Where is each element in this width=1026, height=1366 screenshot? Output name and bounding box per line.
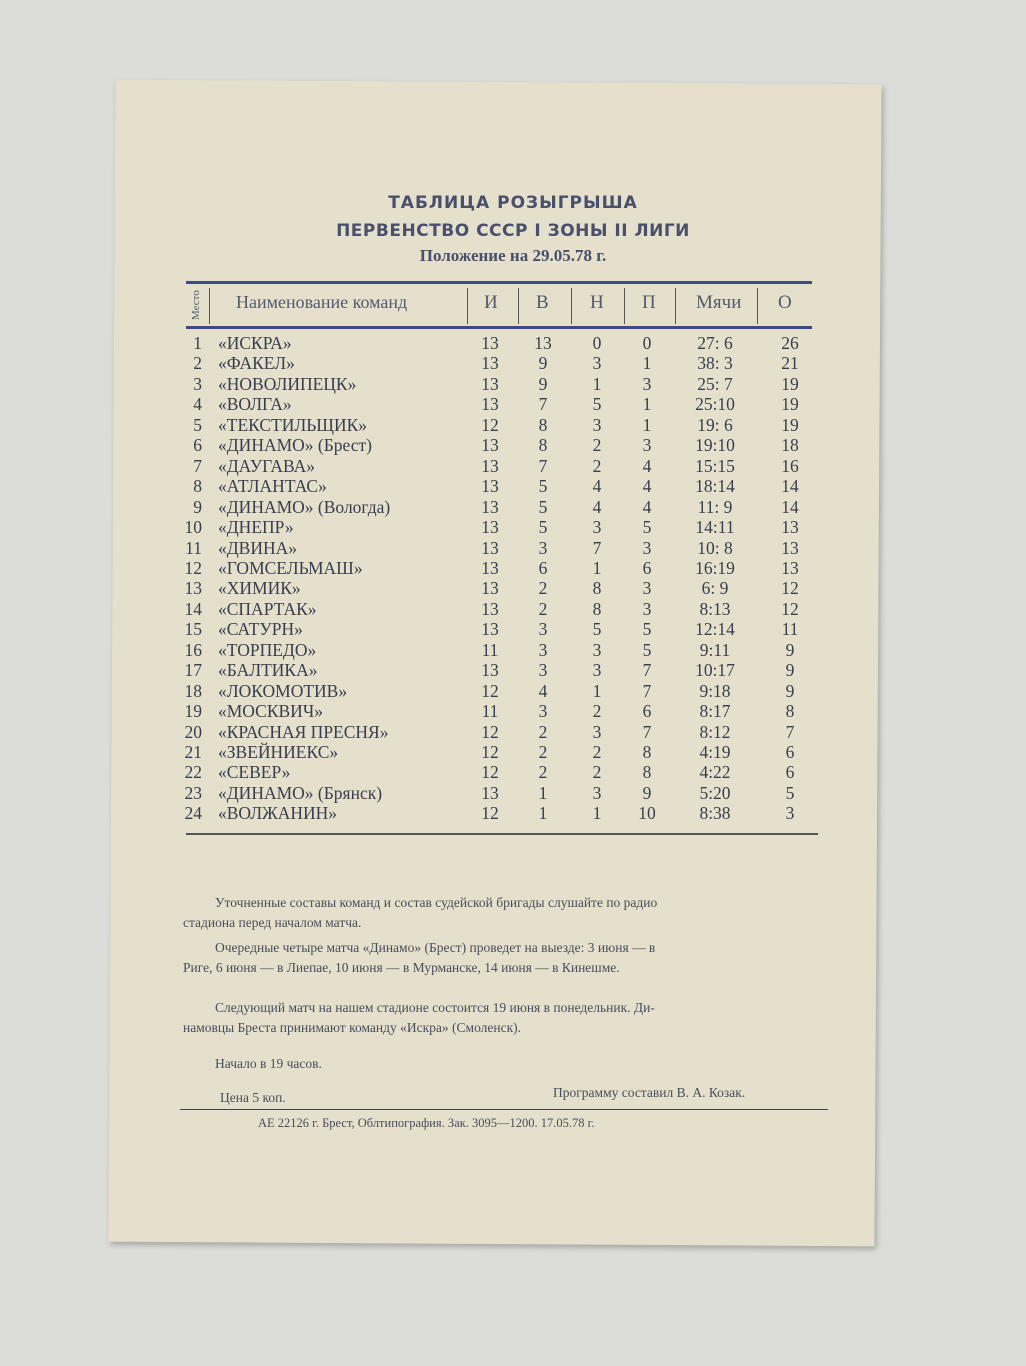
losses-cell: 3: [642, 598, 652, 619]
team-cell: «КРАСНАЯ ПРЕСНЯ»: [218, 721, 389, 742]
goals-cell: 25: 7: [697, 373, 733, 394]
place-cell: 4: [193, 394, 202, 415]
wins-cell: 2: [538, 598, 548, 619]
goals-cell: 8:12: [699, 721, 731, 742]
draws-cell: 3: [592, 639, 602, 660]
table-row: [0, 435, 1026, 455]
losses-cell: 3: [642, 578, 652, 599]
games-cell: 12: [481, 803, 499, 824]
table-row: [0, 497, 1026, 517]
team-cell: «ТОРПЕДО»: [218, 639, 317, 660]
place-cell: 5: [193, 414, 202, 435]
table-top-rule: [186, 281, 812, 284]
team-cell: «АТЛАНТАС»: [218, 476, 327, 497]
games-cell: 12: [481, 721, 499, 742]
losses-cell: 4: [642, 496, 652, 517]
column-divider: [518, 288, 519, 324]
goals-cell: 16:19: [695, 557, 735, 578]
author: Программу составил В. А. Козак.: [553, 1085, 746, 1100]
goals-cell: 9:11: [699, 639, 731, 660]
points-cell: 19: [781, 414, 799, 435]
goals-cell: 8:38: [699, 803, 731, 824]
losses-cell: 3: [642, 537, 652, 558]
losses-cell: 0: [642, 333, 652, 353]
table-row: [0, 517, 1026, 537]
table-row: [0, 599, 1026, 619]
points-cell: 12: [781, 578, 799, 599]
goals-cell: 4:22: [699, 762, 731, 783]
draws-cell: 5: [592, 394, 602, 415]
wins-cell: 6: [538, 557, 548, 578]
table-row: [0, 456, 1026, 476]
price: Цена 5 коп.: [220, 1090, 286, 1105]
header-games: И: [484, 292, 498, 313]
games-cell: 12: [481, 680, 499, 701]
draws-cell: 2: [592, 742, 602, 762]
table-row: [0, 558, 1026, 578]
team-cell: «ИСКРА»: [218, 333, 292, 353]
team-cell: «ДНЕПР»: [218, 517, 294, 538]
draws-cell: 8: [592, 578, 602, 599]
team-cell: «ВОЛГА»: [218, 394, 292, 415]
table-row: [0, 476, 1026, 496]
table-row: [0, 762, 1026, 782]
games-cell: 11: [481, 639, 499, 660]
wins-cell: 3: [538, 639, 548, 660]
place-cell: 1: [193, 333, 202, 353]
goals-cell: 15:15: [695, 455, 735, 476]
wins-cell: 13: [534, 333, 552, 353]
draws-cell: 1: [592, 803, 602, 824]
team-cell: «СПАРТАК»: [218, 598, 317, 619]
table-row: [0, 578, 1026, 598]
draws-cell: 1: [592, 373, 602, 394]
points-cell: 12: [781, 598, 799, 619]
points-cell: 9: [785, 660, 795, 681]
note-lineups: Уточненные составы команд и состав судейской бригады слушайте по радио: [215, 895, 658, 910]
games-cell: 12: [481, 742, 499, 762]
header-points: О: [778, 292, 792, 313]
footer-rule: [180, 1109, 828, 1110]
points-cell: 9: [785, 680, 795, 701]
games-cell: 12: [481, 414, 499, 435]
championship-title: ПЕРВЕНСТВО СССР I ЗОНЫ II ЛИГИ: [336, 221, 690, 241]
column-divider: [624, 288, 625, 324]
column-divider: [209, 288, 210, 324]
place-cell: 3: [193, 373, 202, 394]
points-cell: 13: [781, 517, 799, 538]
losses-cell: 5: [642, 517, 652, 538]
table-row: [0, 619, 1026, 639]
points-cell: 8: [785, 701, 795, 722]
place-cell: 13: [184, 578, 202, 599]
wins-cell: 5: [538, 476, 548, 497]
goals-cell: 19: 6: [697, 414, 733, 435]
goals-cell: 10: 8: [697, 537, 733, 558]
draws-cell: 2: [592, 435, 602, 456]
place-cell: 12: [184, 557, 202, 578]
team-cell: «ЗВЕЙНИЕКС»: [218, 742, 339, 762]
place-cell: 20: [184, 721, 202, 742]
team-cell: «ГОМСЕЛЬМАШ»: [218, 557, 363, 578]
games-cell: 12: [481, 762, 499, 783]
wins-cell: 2: [538, 578, 548, 599]
team-cell: «ТЕКСТИЛЬЩИК»: [218, 414, 367, 435]
team-cell: «ХИМИК»: [218, 578, 301, 599]
header-bottom-rule: [186, 326, 812, 329]
points-cell: 14: [781, 476, 799, 497]
team-cell: «САТУРН»: [218, 619, 303, 640]
losses-cell: 6: [642, 557, 652, 578]
losses-cell: 5: [642, 619, 652, 640]
wins-cell: 3: [538, 619, 548, 640]
place-cell: 14: [184, 598, 202, 619]
team-cell: «БАЛТИКА»: [218, 660, 318, 681]
games-cell: 13: [481, 619, 499, 640]
draws-cell: 3: [592, 721, 602, 742]
wins-cell: 8: [538, 435, 548, 456]
goals-cell: 18:14: [695, 476, 735, 497]
goals-cell: 8:17: [699, 701, 731, 722]
points-cell: 13: [781, 557, 799, 578]
losses-cell: 4: [642, 455, 652, 476]
losses-cell: 1: [642, 414, 652, 435]
place-cell: 8: [193, 476, 202, 497]
goals-cell: 11: 9: [697, 496, 733, 517]
place-cell: 10: [184, 517, 202, 538]
draws-cell: 3: [592, 414, 602, 435]
games-cell: 13: [481, 537, 499, 558]
goals-cell: 19:10: [695, 435, 735, 456]
table-row: [0, 701, 1026, 721]
note-next-match-cont: намовцы Бреста принимают команду «Искра» (Смоленск).: [183, 1020, 522, 1035]
place-cell: 15: [184, 619, 202, 640]
losses-cell: 7: [642, 721, 652, 742]
wins-cell: 9: [538, 373, 548, 394]
goals-cell: 6: 9: [701, 578, 729, 599]
wins-cell: 4: [538, 680, 548, 701]
losses-cell: 1: [642, 394, 652, 415]
table-row: [0, 783, 1026, 803]
table-title: ТАБЛИЦА РОЗЫГРЫША: [388, 193, 638, 213]
wins-cell: 7: [538, 455, 548, 476]
games-cell: 13: [481, 782, 499, 803]
points-cell: 13: [781, 537, 799, 558]
place-cell: 24: [184, 803, 202, 824]
wins-cell: 7: [538, 394, 548, 415]
games-cell: 13: [481, 660, 499, 681]
points-cell: 26: [781, 333, 799, 353]
points-cell: 6: [785, 762, 795, 783]
draws-cell: 1: [592, 557, 602, 578]
draws-cell: 2: [592, 762, 602, 783]
goals-cell: 25:10: [695, 394, 735, 415]
goals-cell: 9:18: [699, 680, 731, 701]
games-cell: 13: [481, 455, 499, 476]
wins-cell: 2: [538, 721, 548, 742]
draws-cell: 4: [592, 496, 602, 517]
place-cell: 18: [184, 680, 202, 701]
wins-cell: 5: [538, 496, 548, 517]
goals-cell: 14:11: [695, 517, 735, 538]
losses-cell: 3: [642, 435, 652, 456]
games-cell: 11: [481, 701, 499, 722]
wins-cell: 2: [538, 742, 548, 762]
wins-cell: 3: [538, 660, 548, 681]
losses-cell: 8: [642, 762, 652, 783]
note-next-match: Следующий матч на нашем стадионе состоится 19 июня в понедельник. Ди-: [215, 1000, 655, 1015]
table-row: [0, 660, 1026, 680]
table-row: [0, 333, 1026, 353]
standings-date: Положение на 29.05.78 г.: [419, 246, 607, 265]
losses-cell: 6: [642, 701, 652, 722]
points-cell: 19: [781, 394, 799, 415]
place-cell: 9: [193, 496, 202, 517]
team-cell: «ДАУГАВА»: [218, 455, 315, 476]
goals-cell: 4:19: [699, 742, 731, 762]
losses-cell: 3: [642, 373, 652, 394]
draws-cell: 3: [592, 353, 602, 374]
draws-cell: 1: [592, 680, 602, 701]
team-cell: «ДВИНА»: [218, 537, 298, 558]
points-cell: 7: [785, 721, 795, 742]
column-divider: [571, 288, 572, 324]
losses-cell: 9: [642, 782, 652, 803]
place-cell: 21: [184, 742, 202, 762]
games-cell: 13: [481, 476, 499, 497]
place-cell: 7: [193, 455, 202, 476]
team-cell: «ДИНАМО» (Брест): [218, 435, 372, 456]
wins-cell: 3: [538, 537, 548, 558]
goals-cell: 27: 6: [697, 333, 733, 353]
team-cell: «НОВОЛИПЕЦК»: [218, 373, 357, 394]
goals-cell: 38: 3: [697, 353, 733, 374]
draws-cell: 5: [592, 619, 602, 640]
losses-cell: 8: [642, 742, 652, 762]
header-wins: В: [536, 292, 549, 313]
points-cell: 9: [785, 639, 795, 660]
wins-cell: 3: [538, 701, 548, 722]
games-cell: 13: [481, 578, 499, 599]
place-cell: 17: [184, 660, 202, 681]
place-cell: 2: [193, 353, 202, 374]
losses-cell: 7: [642, 680, 652, 701]
note-start-time: Начало в 19 часов.: [215, 1056, 322, 1071]
team-cell: «ФАКЕЛ»: [218, 353, 295, 374]
wins-cell: 1: [538, 782, 548, 803]
games-cell: 13: [481, 333, 499, 353]
table-bottom-rule: [186, 833, 818, 835]
games-cell: 13: [481, 435, 499, 456]
table-row: [0, 640, 1026, 660]
note-away-matches-cont: Риге, 6 июня — в Лиепае, 10 июня — в Мурманске, 14 июня — в Кинешме.: [183, 960, 620, 975]
header-team: Наименование команд: [236, 292, 408, 312]
losses-cell: 10: [638, 803, 656, 824]
points-cell: 18: [781, 435, 799, 456]
points-cell: 11: [781, 619, 799, 640]
draws-cell: 4: [592, 476, 602, 497]
points-cell: 5: [785, 782, 795, 803]
header-draws: Н: [590, 292, 604, 313]
games-cell: 13: [481, 557, 499, 578]
games-cell: 13: [481, 353, 499, 374]
header-place: Место: [190, 290, 202, 320]
header-losses: П: [642, 292, 656, 313]
points-cell: 6: [785, 742, 795, 762]
place-cell: 22: [184, 762, 202, 783]
note-away-matches: Очередные четыре матча «Динамо» (Брест) проведет на выезде: 3 июня — в: [215, 940, 656, 955]
losses-cell: 4: [642, 476, 652, 497]
table-row: [0, 353, 1026, 373]
draws-cell: 2: [592, 455, 602, 476]
table-row: [0, 742, 1026, 762]
place-cell: 16: [184, 639, 202, 660]
losses-cell: 1: [642, 353, 652, 374]
place-cell: 11: [185, 537, 202, 558]
games-cell: 13: [481, 598, 499, 619]
team-cell: «СЕВЕР»: [218, 762, 291, 783]
table-row: [0, 803, 1026, 823]
losses-cell: 5: [642, 639, 652, 660]
table-row: [0, 722, 1026, 742]
games-cell: 13: [481, 394, 499, 415]
points-cell: 14: [781, 496, 799, 517]
games-cell: 13: [481, 517, 499, 538]
points-cell: 3: [785, 803, 795, 824]
team-cell: «ЛОКОМОТИВ»: [218, 680, 348, 701]
team-cell: «ДИНАМО» (Брянск): [218, 782, 383, 803]
wins-cell: 1: [538, 803, 548, 824]
draws-cell: 7: [592, 537, 602, 558]
place-cell: 19: [184, 701, 202, 722]
wins-cell: 5: [538, 517, 548, 538]
goals-cell: 8:13: [699, 598, 731, 619]
imprint: АЕ 22126 г. Брест, Облтипография. Зак. 3095—1200. 17.05.78 г.: [258, 1116, 595, 1130]
draws-cell: 2: [592, 701, 602, 722]
points-cell: 16: [781, 455, 799, 476]
losses-cell: 7: [642, 660, 652, 681]
points-cell: 21: [781, 353, 799, 374]
column-divider: [467, 288, 468, 324]
team-cell: «МОСКВИЧ»: [218, 701, 323, 722]
draws-cell: 0: [592, 333, 602, 353]
team-cell: «ВОЛЖАНИН»: [218, 803, 338, 824]
note-lineups-cont: стадиона перед началом матча.: [183, 915, 362, 930]
place-cell: 23: [184, 782, 202, 803]
wins-cell: 8: [538, 414, 548, 435]
points-cell: 19: [781, 373, 799, 394]
wins-cell: 9: [538, 353, 548, 374]
draws-cell: 3: [592, 517, 602, 538]
team-cell: «ДИНАМО» (Вологда): [218, 496, 391, 517]
goals-cell: 12:14: [695, 619, 735, 640]
table-row: [0, 394, 1026, 414]
header-goals: Мячи: [696, 292, 742, 313]
table-row: [0, 681, 1026, 701]
wins-cell: 2: [538, 762, 548, 783]
goals-cell: 10:17: [695, 660, 735, 681]
draws-cell: 3: [592, 782, 602, 803]
draws-cell: 3: [592, 660, 602, 681]
table-row: [0, 538, 1026, 558]
games-cell: 13: [481, 373, 499, 394]
goals-cell: 5:20: [699, 782, 731, 803]
place-cell: 6: [193, 435, 202, 456]
draws-cell: 8: [592, 598, 602, 619]
table-row: [0, 415, 1026, 435]
column-divider: [757, 288, 758, 324]
table-row: [0, 374, 1026, 394]
games-cell: 13: [481, 496, 499, 517]
column-divider: [675, 288, 676, 324]
